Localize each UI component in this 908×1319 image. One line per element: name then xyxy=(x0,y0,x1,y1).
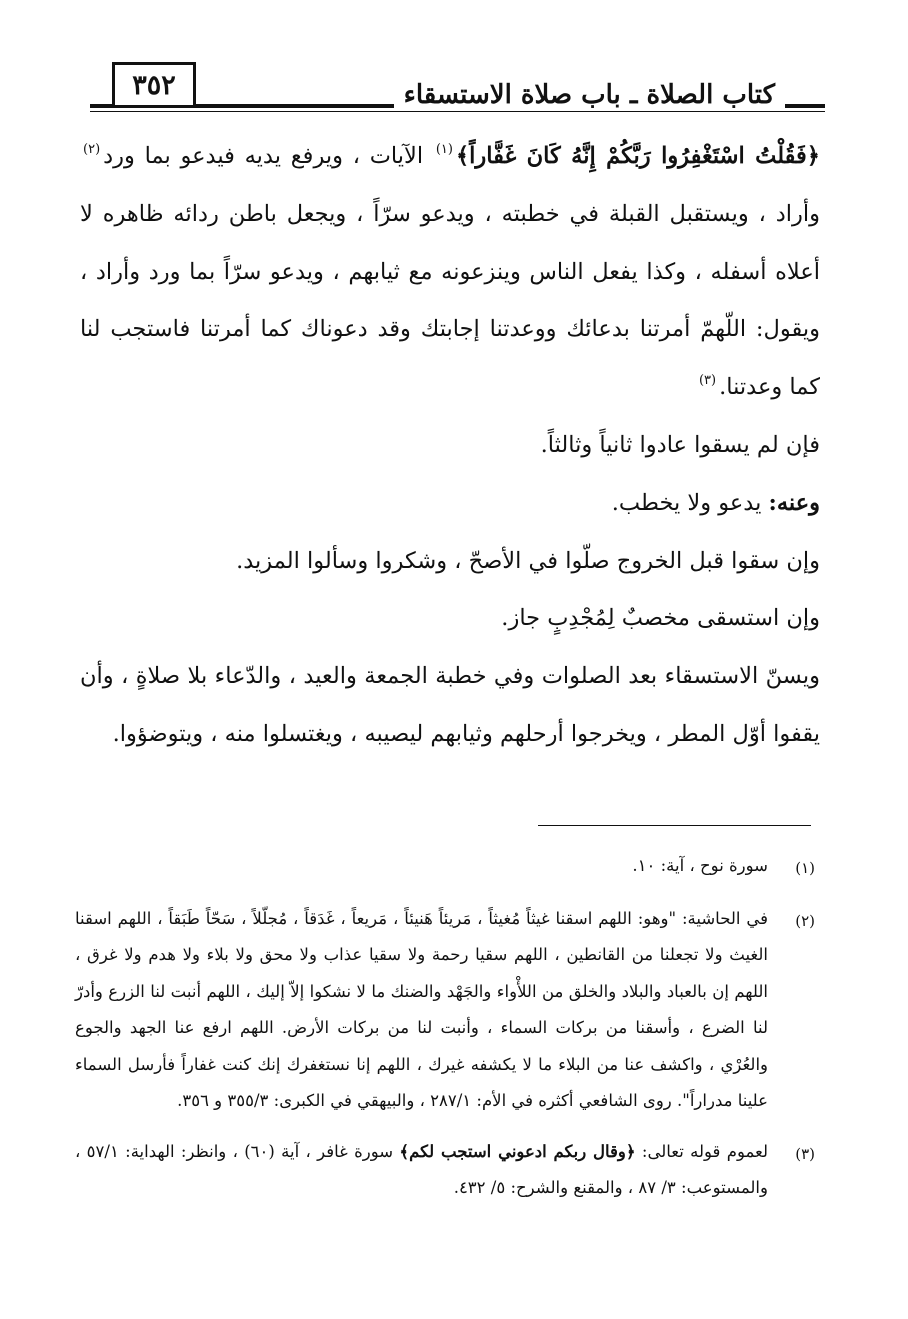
paragraph-3-label: وعنه: xyxy=(768,489,820,516)
footnote-3-text-b: سورة غافر ، آية (٦٠) ، وانظر: الهداية: ٥٧/١ ، والمستوعب: ٣/ ٨٧ ، والمقنع والشرح: ٥/ ٤٣٢. xyxy=(75,1141,768,1197)
page-number: ٣٥٢ xyxy=(112,62,196,108)
footnote-2-number: (٢) xyxy=(795,911,815,930)
footnote-3-text-a: لعموم قوله تعالى: xyxy=(641,1141,769,1161)
chapter-title: كتاب الصلاة ـ باب صلاة الاستسقاء xyxy=(394,80,785,110)
quran-verse: ﴿فَقُلْتُ اسْتَغْفِرُوا رَبَّكُمْ إِنَّهُ كَانَ غَفَّاراً﴾ xyxy=(455,143,820,169)
paragraph-1-text-b: وأراد ، ويستقبل القبلة في خطبته ، ويدعو سرّاً ، ويجعل باطن ردائه ظاهره لا أعلاه أسفله ، وكذا يفعل الناس وينزعونه مع ثيابهم ، ويدعو سرّاً بما ورد وأراد ، ويقول: اللّهمّ أمرتنا بدعائك ووعدتنا إجابتك وقد دعوناك كما أمرتنا فاستجب لنا كما وعدتنا. xyxy=(80,200,820,401)
footnote-2-text: في الحاشية: "وهو: اللهم اسقنا غيثاً مُغيثاً ، مَريئاً هَنيئاً ، مَريعاً ، غَدَقاً ، مُجلّلاً ، سَحّاً طَبَقاً ، اللهم اسقنا الغيث ولا تجعلنا من القانطين ، اللهم سقيا رحمة ولا سقيا عذاب ولا محق ولا بلاء ولا هدم ولا غرق ، اللهم إن بالعباد والبلاد والخلق من اللأْواء والجَهْد والضنك ما لا نشكوا إلاّ إليك ، اللهم أنبت لنا الزرع وأدرّ لنا الضرع ، وأسقنا من بركات السماء ، وأنبت لنا من بركات الأرض. اللهم ارفع عنا الجهد والجوع والعُرْي ، واكشف عنا من البلاء ما لا يكشفه غيرك ، اللهم إنا نستغفرك إنك كنت غفاراً فأرسل السماء علينا مدراراً". روى الشافعي أكثره في الأم: ٢٨٧/١ ، والبيهقي في الكبرى: ٣٥٥/٣ و ٣٥٦. xyxy=(75,908,768,1110)
footnote-2 xyxy=(75,901,815,1120)
paragraph-3-text: يدعو ولا يخطب. xyxy=(611,489,762,516)
footnote-1-number: (١) xyxy=(795,859,815,877)
footnote-3-text xyxy=(75,1134,768,1207)
footnote-ref-1[interactable]: (١) xyxy=(435,142,453,157)
footnote-ref-2[interactable]: (٢) xyxy=(83,142,101,157)
paragraph-5: وإن استسقى مخصبٌ لِمُجْدِبٍ جاز. xyxy=(501,605,820,632)
footnote-separator xyxy=(538,825,811,826)
paragraph-4: وإن سقوا قبل الخروج صلّوا في الأصحّ ، وشكروا وسألوا المزيد. xyxy=(236,547,820,574)
paragraph-6: ويسنّ الاستسقاء بعد الصلوات وفي خطبة الجمعة والعيد ، والدّعاء بلا صلاةٍ ، وأن يقفوا أوّل المطر ، ويخرجوا أرحلهم وثيابهم ليصيبه ، ويغتسلوا منه ، ويتوضؤوا. xyxy=(80,663,820,747)
paragraph-2: فإن لم يسقوا عادوا ثانياً وثالثاً. xyxy=(540,431,820,458)
footnote-1-text: سورة نوح ، آية: ١٠. xyxy=(632,856,768,875)
paragraph-1-text-a: الآيات ، ويرفع يديه فيدعو بما ورد xyxy=(103,143,424,169)
paragraph-3 xyxy=(80,475,820,533)
footnotes xyxy=(75,848,815,1221)
footnote-3-number: (٣) xyxy=(795,1144,815,1163)
footnote-3-verse: ﴿وقال ربكم ادعوني استجب لكم﴾ xyxy=(399,1141,636,1161)
main-text xyxy=(80,128,820,764)
footnote-3 xyxy=(75,1134,815,1207)
paragraph-1 xyxy=(80,128,820,417)
running-header xyxy=(90,62,825,122)
footnote-ref-3[interactable]: (٣) xyxy=(698,373,717,389)
footnote-1 xyxy=(75,848,815,887)
header-rule-thin xyxy=(90,111,825,112)
